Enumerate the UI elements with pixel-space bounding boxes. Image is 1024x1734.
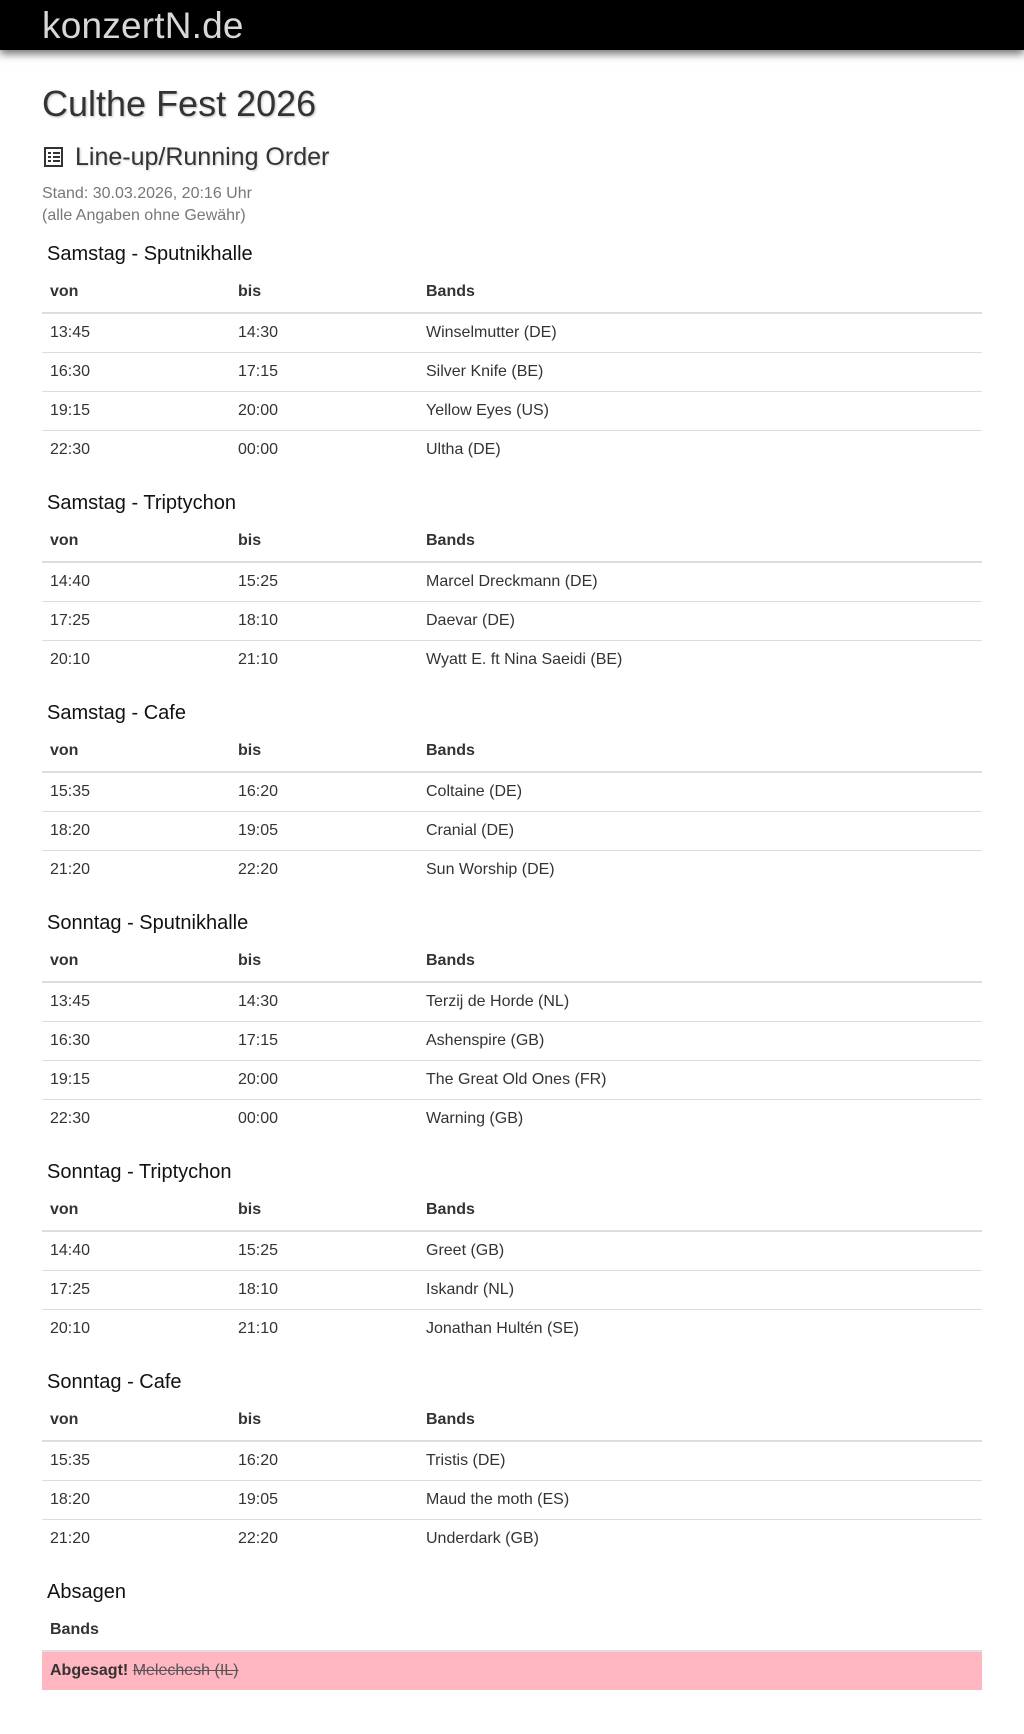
table-row <box>42 562 982 602</box>
column-header-bands: Bands <box>418 272 982 313</box>
band-name: Warning (GB) <box>418 1099 982 1138</box>
table-row <box>42 1270 982 1309</box>
time-from: 21:20 <box>42 1519 230 1558</box>
table-row <box>42 640 982 679</box>
band-name: Ashenspire (GB) <box>418 1021 982 1060</box>
stage-title: Sonntag - Sputnikhalle <box>47 911 249 934</box>
time-to: 20:00 <box>230 391 418 430</box>
column-header-bis: bis <box>230 272 418 313</box>
band-name: Coltaine (DE) <box>426 782 523 800</box>
time-from: 15:35 <box>50 782 91 800</box>
table-row <box>42 772 982 812</box>
disclaimer-text: (alle Angaben ohne Gewähr) <box>42 206 246 224</box>
band-name: Ultha (DE) <box>418 430 982 469</box>
running-order-table <box>42 521 982 679</box>
time-to: 22:20 <box>230 1519 418 1558</box>
table-row <box>42 1480 982 1519</box>
table-header <box>42 731 982 772</box>
stage-title: Samstag - Triptychon <box>47 491 236 514</box>
table-row <box>42 1060 982 1099</box>
table-row <box>42 811 982 850</box>
time-to: 15:25 <box>238 1241 279 1259</box>
cancelled-band-name: Melechesh (IL) <box>132 1661 239 1679</box>
table-row <box>42 1519 982 1558</box>
table-row <box>42 1021 982 1060</box>
column-header-bands: Bands <box>418 1190 982 1231</box>
stage-title: Sonntag - Triptychon <box>47 1160 232 1183</box>
table-header <box>42 1610 982 1651</box>
stand-text: Stand: 30.03.2026, 20:16 Uhr <box>42 184 252 202</box>
band-name: Winselmutter (DE) <box>426 323 557 341</box>
time-to: 22:20 <box>230 850 418 889</box>
time-to: 19:05 <box>230 811 418 850</box>
running-order-table <box>42 1190 982 1348</box>
time-to: 21:10 <box>230 640 418 679</box>
band-name: Sun Worship (DE) <box>418 850 982 889</box>
band-name: Tristis (DE) <box>426 1451 506 1469</box>
column-header-bis: bis <box>230 1400 418 1441</box>
band-name: Marcel Dreckmann (DE) <box>426 572 598 590</box>
table-row <box>42 850 982 889</box>
stage-title: Samstag - Sputnikhalle <box>47 242 253 265</box>
time-from: 13:45 <box>50 992 91 1010</box>
band-name: Silver Knife (BE) <box>418 352 982 391</box>
column-header-von: von <box>42 1400 230 1441</box>
table-header <box>42 272 982 313</box>
time-to: 18:10 <box>230 1270 418 1309</box>
stage-samstag-sputnikhalle <box>42 242 982 469</box>
cancellations-table <box>42 1610 982 1690</box>
time-to: 21:10 <box>230 1309 418 1348</box>
table-row <box>42 313 982 353</box>
section-title: Line-up/Running Order <box>75 142 330 171</box>
time-from: 20:10 <box>42 1309 230 1348</box>
time-from: 22:30 <box>42 1099 230 1138</box>
navbar <box>0 0 1024 50</box>
time-to: 17:15 <box>230 1021 418 1060</box>
table-header <box>42 521 982 562</box>
band-name: Yellow Eyes (US) <box>418 391 982 430</box>
time-from: 20:10 <box>42 640 230 679</box>
cancelled-row <box>42 1651 982 1690</box>
time-to: 16:20 <box>238 1451 279 1469</box>
cancelled-cell <box>42 1651 982 1690</box>
meta-info <box>42 183 982 227</box>
band-name: Terzij de Horde (NL) <box>426 992 570 1010</box>
time-from: 17:25 <box>42 1270 230 1309</box>
time-from: 21:20 <box>42 850 230 889</box>
running-order-table <box>42 731 982 889</box>
column-header-von: von <box>42 731 230 772</box>
time-from: 19:15 <box>42 1060 230 1099</box>
stage-sonntag-cafe <box>42 1370 982 1558</box>
time-from: 18:20 <box>42 811 230 850</box>
time-from: 16:30 <box>42 352 230 391</box>
band-name: The Great Old Ones (FR) <box>418 1060 982 1099</box>
time-to: 14:30 <box>238 992 279 1010</box>
time-from: 14:40 <box>50 572 91 590</box>
time-from: 22:30 <box>42 430 230 469</box>
column-header-bis: bis <box>230 731 418 772</box>
band-name: Daevar (DE) <box>418 601 982 640</box>
running-order-table <box>42 941 982 1138</box>
table-header <box>42 941 982 982</box>
table-row <box>42 1441 982 1481</box>
time-from: 16:30 <box>42 1021 230 1060</box>
list-icon <box>44 147 63 167</box>
time-to: 20:00 <box>230 1060 418 1099</box>
table-row <box>42 352 982 391</box>
band-name: Wyatt E. ft Nina Saeidi (BE) <box>418 640 982 679</box>
running-order-table <box>42 272 982 469</box>
time-from: 19:15 <box>42 391 230 430</box>
table-row <box>42 982 982 1022</box>
column-header-von: von <box>42 272 230 313</box>
time-to: 18:10 <box>230 601 418 640</box>
column-header-bis: bis <box>230 1190 418 1231</box>
table-row <box>42 391 982 430</box>
time-from: 17:25 <box>42 601 230 640</box>
table-row <box>42 1231 982 1271</box>
column-header-bis: bis <box>230 521 418 562</box>
time-to: 16:20 <box>238 782 279 800</box>
table-header <box>42 1190 982 1231</box>
stage-sonntag-triptychon <box>42 1160 982 1348</box>
cancellations-section <box>42 1580 982 1690</box>
column-header-von: von <box>42 941 230 982</box>
brand-link[interactable]: konzertN.de <box>42 5 244 46</box>
stage-title: Samstag - Cafe <box>47 701 186 724</box>
running-order-table <box>42 1400 982 1558</box>
section-heading <box>42 142 982 172</box>
table-header <box>42 1400 982 1441</box>
stage-sonntag-sputnikhalle <box>42 911 982 1138</box>
time-from: 13:45 <box>50 323 91 341</box>
stage-samstag-cafe <box>42 701 982 889</box>
table-row <box>42 1099 982 1138</box>
table-row <box>42 601 982 640</box>
column-header-bands: Bands <box>418 521 982 562</box>
cancelled-label: Abgesagt! <box>50 1661 129 1679</box>
time-from: 14:40 <box>50 1241 91 1259</box>
time-to: 00:00 <box>230 1099 418 1138</box>
band-name: Iskandr (NL) <box>418 1270 982 1309</box>
time-from: 15:35 <box>50 1451 91 1469</box>
band-name: Greet (GB) <box>426 1241 505 1259</box>
page-title: Culthe Fest 2026 <box>42 83 317 124</box>
column-header-bands: Bands <box>418 731 982 772</box>
column-header-bands: Bands <box>418 941 982 982</box>
stage-samstag-triptychon <box>42 491 982 679</box>
time-from: 18:20 <box>42 1480 230 1519</box>
band-name: Cranial (DE) <box>418 811 982 850</box>
table-row <box>42 430 982 469</box>
band-name: Jonathan Hultén (SE) <box>418 1309 982 1348</box>
main-content <box>0 84 1024 1690</box>
time-to: 17:15 <box>230 352 418 391</box>
stage-title: Sonntag - Cafe <box>47 1370 182 1393</box>
table-row <box>42 1309 982 1348</box>
column-header-bands: Bands <box>418 1400 982 1441</box>
column-header-von: von <box>42 521 230 562</box>
column-header-bis: bis <box>230 941 418 982</box>
time-to: 15:25 <box>238 572 279 590</box>
time-to: 00:00 <box>230 430 418 469</box>
time-to: 14:30 <box>238 323 279 341</box>
time-to: 19:05 <box>230 1480 418 1519</box>
band-name: Underdark (GB) <box>418 1519 982 1558</box>
column-header-bands: Bands <box>42 1610 982 1651</box>
column-header-von: von <box>42 1190 230 1231</box>
band-name: Maud the moth (ES) <box>418 1480 982 1519</box>
cancellations-title: Absagen <box>47 1580 126 1603</box>
